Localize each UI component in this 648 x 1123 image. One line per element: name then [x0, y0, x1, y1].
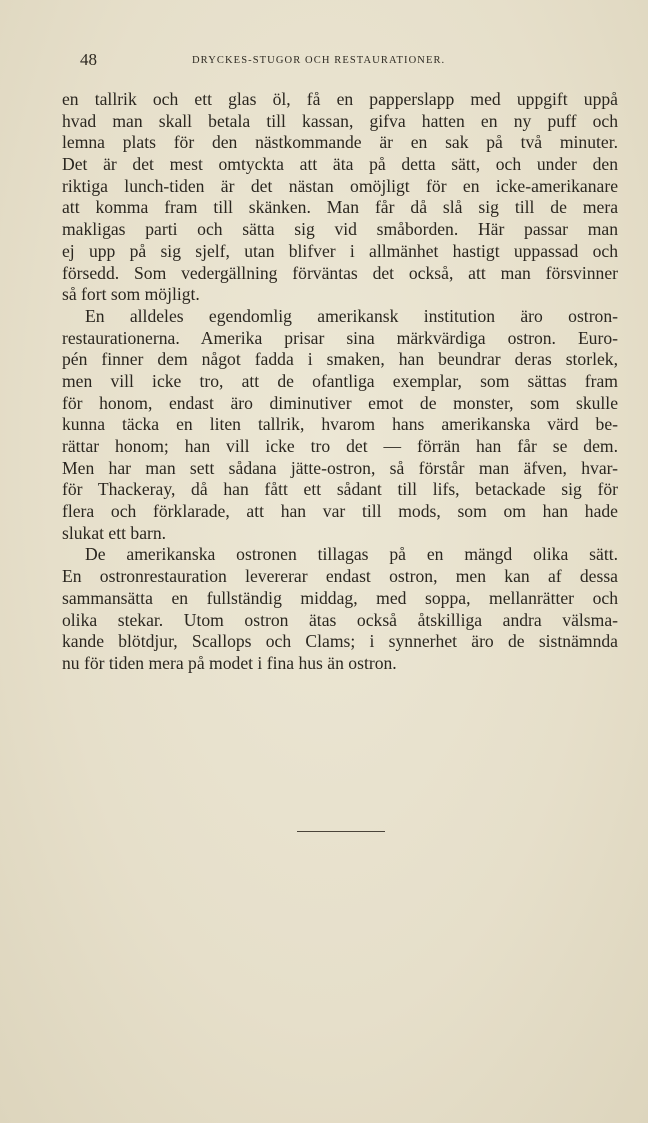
text-line: flera och förklarade, att han var till mods, som om han hade — [62, 501, 618, 522]
body-text — [62, 89, 618, 675]
text-line: sammansätta en fullständig middag, med soppa, mellanrätter och — [62, 587, 618, 608]
text-line: slukat ett barn. — [62, 522, 167, 543]
text-line: Men har man sett sådana jätte-ostron, så förstår man äfven, hvar- — [62, 457, 618, 478]
text-line: för Thackeray, då han fått ett sådant till lifs, betackade sig för — [62, 479, 618, 500]
text-line: ej upp på sig sjelf, utan blifver i allmänhet hastigt uppassad och — [62, 240, 618, 261]
page-number: 48 — [80, 50, 97, 69]
text-line: Det är det mest omtyckta att äta på detta sätt, och under den — [62, 154, 618, 175]
text-line: för honom, endast äro diminutiver emot de monster, som skulle — [62, 392, 618, 413]
text-line: makligas parti och sätta sig vid småborden. Här passar man — [62, 219, 618, 240]
text-line: nu för tiden mera på modet i fina hus än ostron. — [62, 652, 397, 673]
text-line: så fort som möjligt. — [62, 284, 200, 305]
end-rule — [297, 831, 385, 832]
paragraph — [62, 89, 618, 306]
text-line: hvad man skall betala till kassan, gifva hatten en ny puff och — [62, 110, 618, 131]
text-line: en tallrik och ett glas öl, få en papperslapp med uppgift uppå — [62, 89, 618, 109]
text-line: restaurationerna. Amerika prisar sina märkvärdiga ostron. Euro- — [62, 327, 618, 348]
text-line: kande blötdjur, Scallops och Clams; i synnerhet äro de sistnämnda — [62, 631, 618, 652]
text-line: men vill icke tro, att de ofantliga exemplar, som sättas fram — [62, 370, 618, 391]
text-line: att komma fram till skänken. Man får då slå sig till de mera — [62, 197, 618, 218]
text-line: De amerikanska ostronen tillagas på en mängd olika sätt. — [85, 544, 618, 565]
text-line: En alldeles egendomlig amerikansk institution äro ostron- — [85, 305, 618, 326]
text-line: En ostronrestauration levererar endast ostron, men kan af dessa — [62, 566, 618, 587]
text-line: försedd. Som vedergällning förväntas det också, att man försvinner — [62, 262, 618, 283]
running-head: DRYCKES-STUGOR OCH RESTAURATIONER. — [192, 55, 446, 66]
paragraph — [62, 306, 618, 545]
text-line: lemna plats för den nästkommande är en sak på två minuter. — [62, 132, 618, 153]
text-line: olika stekar. Utom ostron ätas också åtskilliga andra välsma- — [62, 609, 618, 630]
text-line: rättar honom; han vill icke tro det — förrän han får se dem. — [62, 436, 618, 456]
page-header — [62, 50, 618, 70]
text-line: riktiga lunch-tiden är det nästan omöjligt för en icke-amerikanare — [62, 175, 618, 196]
paragraph — [62, 544, 618, 674]
text-line: pén finner dem något fadda i smaken, han beundrar deras storlek, — [62, 349, 618, 370]
text-line: kunna täcka en liten tallrik, hvarom hans amerikanska värd be- — [62, 414, 618, 435]
